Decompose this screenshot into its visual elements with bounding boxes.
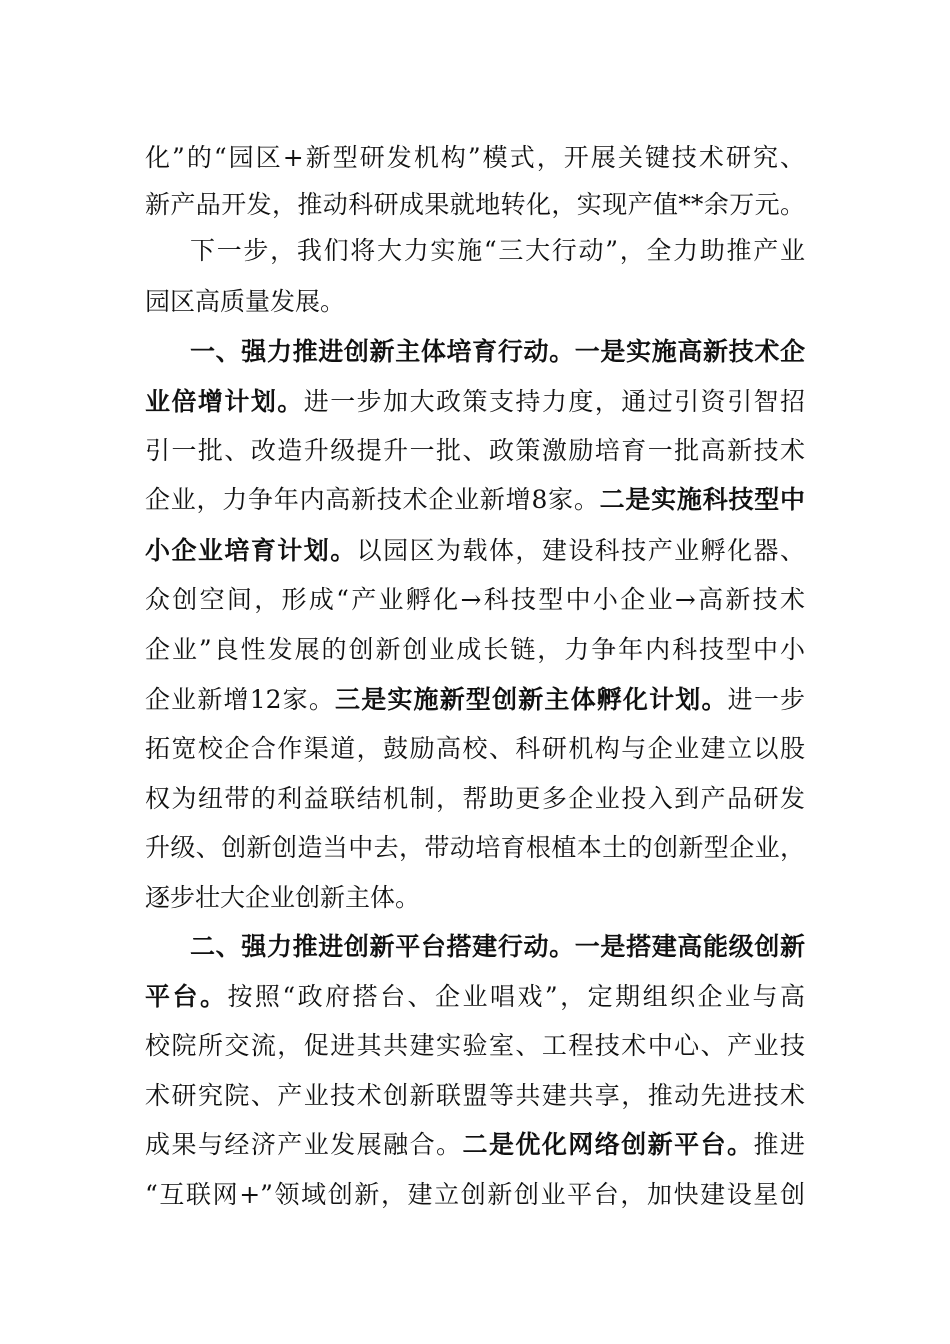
text-run: 进一步加大政策支持力度，通过引资引智招 [303,387,805,416]
text-line [145,1076,805,1116]
text-line [145,630,805,670]
text-run-bold: 三是实施新型创新主体孵化计划。 [335,685,728,714]
text-run: 新产品开发，推动科研成果就地转化，实现产值**余万元。 [145,190,805,219]
text-run-bold: 平台。 [145,982,228,1011]
text-line [145,779,805,819]
text-run: 逐步壮大企业创新主体。 [145,883,421,912]
text-line [145,680,805,720]
text-run: 企业新增12家。 [145,685,336,714]
text-line [145,531,805,571]
text-run: 权为纽带的利益联结机制，帮助更多企业投入到产品研发 [145,784,805,813]
text-line [145,282,805,322]
text-line [145,1125,805,1165]
text-run: 以园区为载体，建设科技产业孵化器、 [356,536,805,565]
text-line [145,878,805,918]
text-run: 化”的“园区+新型研发机构”模式，开展关键技术研究、 [145,143,805,172]
text-run: 引一批、改造升级提升一批、政策激励培育一批高新技术 [145,436,805,465]
text-run: 拓宽校企合作渠道，鼓励高校、科研机构与企业建立以股 [145,734,805,763]
text-run: 企业，力争年内高新技术企业新增8家。 [145,485,600,514]
text-run: 按照“政府搭台、企业唱戏”，定期组织企业与高 [227,982,805,1011]
text-run: 众创空间，形成“产业孵化→科技型中小企业→高新技术 [145,585,805,614]
text-run-bold: 小企业培育计划。 [145,536,357,565]
text-line [190,231,805,271]
text-line [145,138,805,178]
text-run-bold: 二、强力推进创新平台搭建行动。一是搭建高能级创新 [190,932,805,961]
text-line [145,729,805,769]
text-run: 园区高质量发展。 [145,287,346,316]
text-line [145,580,805,620]
text-line [145,185,805,225]
text-line [145,977,805,1017]
text-line [145,431,805,471]
text-line [145,1026,805,1066]
text-run: 进一步 [727,685,805,714]
section-heading-line [190,927,805,967]
section-heading-line [190,332,805,372]
text-run-bold: 二是优化网络创新平台。 [462,1130,754,1159]
text-line [145,1175,805,1215]
text-run: 企业”良性发展的创新创业成长链，力争年内科技型中小 [145,635,805,664]
text-line [145,480,805,520]
text-run: 术研究院、产业技术创新联盟等共建共享，推动先进技术 [145,1081,805,1110]
text-line [145,382,805,422]
text-run: 升级、创新创造当中去，带动培育根植本土的创新型企业， [145,833,805,862]
text-run: 推进 [753,1130,805,1159]
text-run: 成果与经济产业发展融合。 [145,1130,463,1159]
text-line [145,828,805,868]
text-run: 校院所交流，促进其共建实验室、工程技术中心、产业技 [145,1031,805,1060]
text-run-bold: 二是实施科技型中 [599,485,805,514]
text-run: 下一步，我们将大力实施“三大行动”，全力助推产业 [190,236,805,265]
text-run-bold: 业倍增计划。 [145,387,304,416]
text-run-bold: 一、强力推进创新主体培育行动。一是实施高新技术企 [190,337,805,366]
text-run: “互联网+”领域创新，建立创新创业平台，加快建设星创 [145,1180,805,1209]
